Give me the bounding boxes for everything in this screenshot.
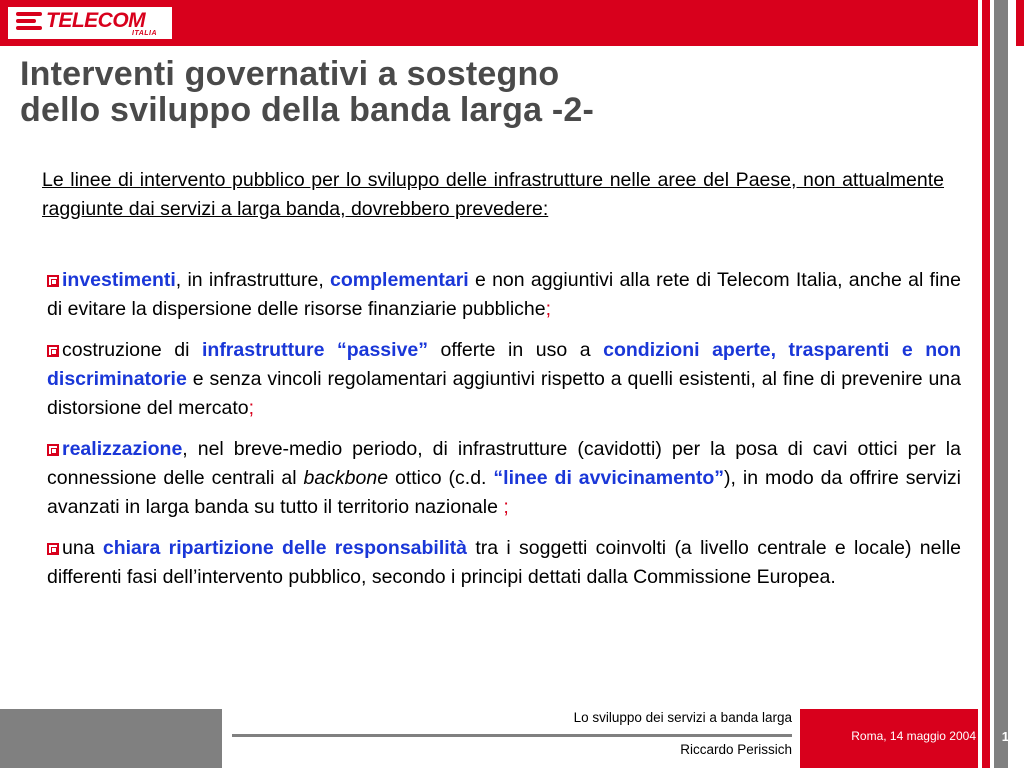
logo-subtext: ITALIA: [132, 30, 158, 37]
highlight-text: infrastrutture “passive”: [201, 339, 429, 361]
bullet-text: costruzione di: [62, 339, 202, 361]
bullet-text: , in infrastrutture,: [175, 269, 331, 291]
bullet-text: backbone: [303, 467, 389, 489]
bullet-text: una: [62, 537, 103, 559]
highlight-text: investimenti: [62, 269, 176, 291]
highlight-text: complementari: [330, 269, 469, 291]
right-gray-bar: [994, 0, 1008, 768]
bullet-icon: [47, 543, 59, 555]
bullet-list: [47, 266, 961, 604]
telecom-italia-logo: [6, 5, 174, 41]
list-item: [47, 435, 961, 522]
bullet-text: , nel breve-medio periodo, di infrastrutture (cavidotti) per la posa di cavi ottici per la connessione delle centrali al: [47, 438, 961, 489]
bullet-text: ;: [503, 496, 509, 518]
title-line-2: dello sviluppo della banda larga -2-: [20, 91, 594, 129]
footer-gray-block: [0, 709, 222, 768]
bullet-text: tra i soggetti coinvolti (a livello centrale e locale) nelle differenti fasi dell’intervento pubblico, secondo i principi dettati dalla Commissione Europea.: [47, 537, 962, 588]
footer-date: Roma, 14 maggio 2004: [851, 729, 976, 743]
bullet-text: offerte in uso a: [428, 339, 604, 361]
bullet-icon: [47, 275, 59, 287]
bullet-icon: [47, 444, 59, 456]
bullet-text: ), in modo da offrire servizi avanzati in larga banda su tutto il territorio nazionale: [47, 467, 961, 518]
list-item: [47, 534, 961, 592]
bullet-icon: [47, 345, 59, 357]
highlight-text: chiara ripartizione delle responsabilità: [102, 537, 468, 559]
highlight-text: realizzazione: [62, 438, 183, 460]
page-number: 19: [1001, 729, 1017, 744]
list-item: [47, 266, 961, 324]
slide-title: [20, 56, 970, 128]
logo-stripes-icon: [16, 12, 42, 36]
header-bar: [0, 0, 978, 46]
list-item: [47, 336, 961, 423]
right-red-bar: [982, 0, 990, 768]
bullet-text: e senza vincoli regolamentari aggiuntivi rispetto a quelli esistenti, al fine di prevenire una distorsione del mercato: [47, 368, 961, 419]
bullet-text: ottico (c.d.: [388, 467, 494, 489]
title-line-1: Interventi governativi a sostegno: [20, 55, 560, 93]
footer-subtitle: Lo sviluppo dei servizi a banda larga: [573, 710, 792, 725]
bullet-text: e non aggiuntivi alla rete di Telecom Italia, anche al fine di evitare la dispersione delle risorse finanziarie pubbliche: [47, 269, 961, 320]
right-red-bar-top: [1016, 0, 1024, 46]
intro-paragraph: Le linee di intervento pubblico per lo sviluppo delle infrastrutture nelle aree del Paese, non attualmente raggiunte dai servizi a larga banda, dovrebbero prevedere:: [42, 169, 944, 220]
highlight-text: condizioni aperte, trasparenti e non discriminatorie: [47, 339, 962, 390]
footer-author: Riccardo Perissich: [680, 742, 792, 757]
bullet-text: ;: [545, 298, 552, 320]
bullet-text: ;: [248, 397, 255, 419]
footer-divider: [232, 734, 792, 737]
logo-text: TELECOM: [46, 9, 146, 32]
highlight-text: “linee di avvicinamento”: [493, 467, 725, 489]
